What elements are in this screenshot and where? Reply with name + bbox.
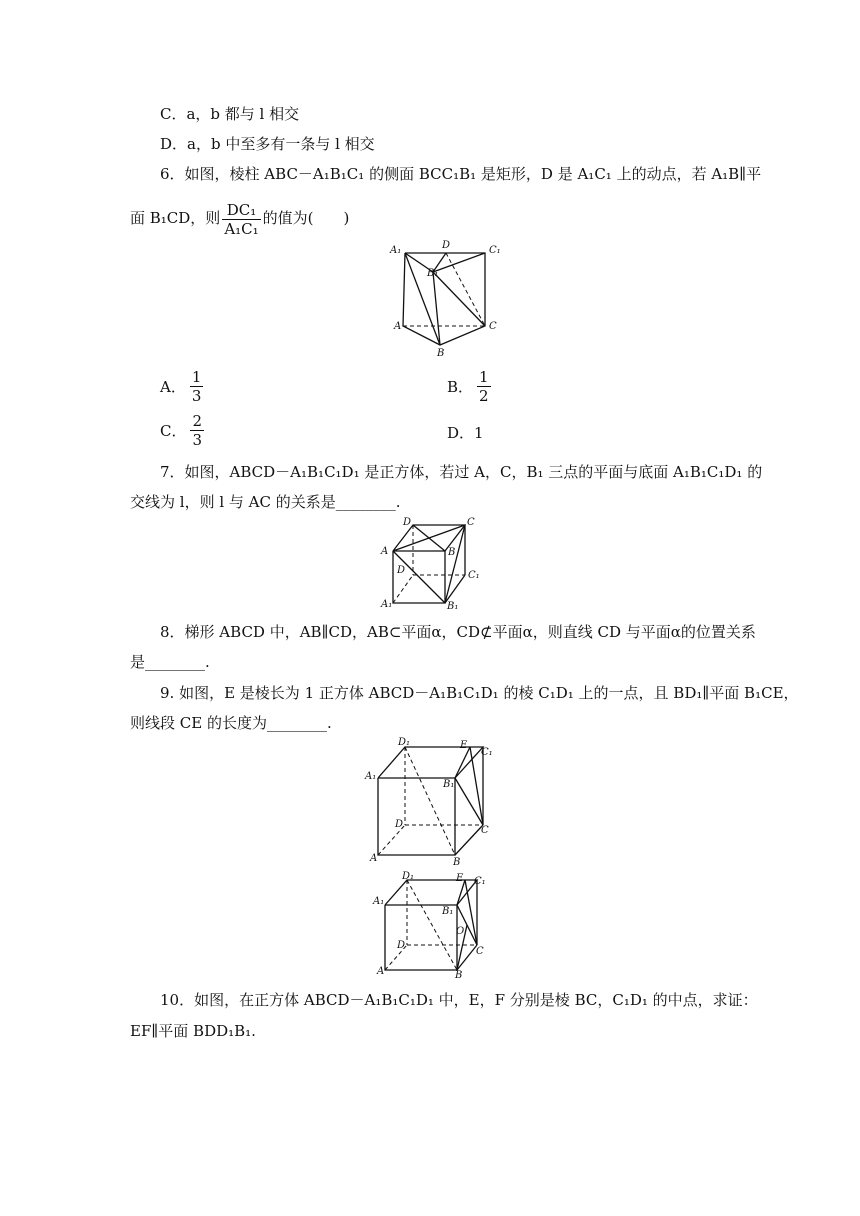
- q6-label-a1: A₁: [390, 245, 402, 256]
- q6-label-c1: C₁: [489, 245, 501, 256]
- q10-stem-line1: 10．如图，在正方体 ABCD－A₁B₁C₁D₁ 中，E，F 分别是棱 BC，C₁D₁ 的中点，求证：: [160, 991, 758, 1009]
- q5-option-c: C．a，b 都与 l 相交: [160, 105, 300, 123]
- q8-stem-line2: 是________.: [130, 653, 210, 671]
- q7-label-d: D: [403, 517, 412, 528]
- q6-option-c-letter: C．: [160, 422, 187, 440]
- q6-label-c: C: [489, 321, 497, 332]
- q6-option-a-den: 3: [191, 387, 202, 405]
- q6-option-c-den: 3: [192, 431, 203, 449]
- q9-fig1-label-d1: D₁: [398, 737, 411, 748]
- q9-fig2-label-e: E: [456, 873, 464, 884]
- q9-fig1-label-c: C: [481, 825, 489, 836]
- q7-label-d1: D: [397, 565, 406, 576]
- q6-label-d: D: [442, 240, 451, 251]
- q7-label-a: A: [381, 546, 389, 557]
- q9-fig2-label-c: C: [476, 946, 484, 957]
- q7-label-a1: A₁: [381, 599, 393, 610]
- q6-stem-suffix: 的值为( ): [262, 209, 350, 227]
- q9-cube-figure-2: [372, 870, 497, 982]
- q6-option-b-den: 2: [479, 387, 489, 405]
- q6-option-c: [160, 412, 206, 449]
- q6-option-d-letter: D．: [447, 424, 475, 442]
- q7-label-b1: B₁: [447, 601, 459, 612]
- q9-fig1-label-e: E: [460, 740, 468, 751]
- q9-fig2-label-c1: C₁: [474, 876, 486, 887]
- q9-fig2-label-b1: B₁: [442, 906, 454, 917]
- q6-option-c-frac: [190, 412, 204, 449]
- q6-label-b: B: [437, 348, 445, 359]
- q7-cube-figure: [375, 513, 490, 615]
- q6-label-a: A: [394, 321, 402, 332]
- q6-option-a-letter: A．: [160, 378, 186, 396]
- q9-fig2-label-a: A: [377, 966, 385, 977]
- q9-fig2-label-o: O: [456, 926, 465, 937]
- q9-fig2-label-d: D: [397, 940, 406, 951]
- q9-fig2-label-d1: D₁: [402, 871, 415, 882]
- q6-frac-num: DC₁: [222, 201, 260, 220]
- q6-option-b: [447, 368, 493, 405]
- q6-option-b-letter: B．: [447, 378, 474, 396]
- q6-option-d: [447, 422, 484, 443]
- q9-fig1-label-c1: C₁: [481, 747, 493, 758]
- q9-fig2-label-b: B: [455, 970, 463, 981]
- q6-stem-line1: 6．如图，棱柱 ABC－A₁B₁C₁ 的侧面 BCC₁B₁ 是矩形，D 是 A₁C₁ 上的动点，若 A₁B∥平: [160, 165, 762, 183]
- q6-prism-figure: [385, 235, 505, 360]
- q7-label-c1: C₁: [468, 570, 480, 581]
- q9-fig1-label-b: B: [453, 857, 461, 868]
- q9-fig1-label-b1: B₁: [443, 779, 455, 790]
- q6-fraction: [222, 201, 260, 238]
- q6-frac-den: A₁C₁: [224, 219, 259, 238]
- q6-option-a-frac: [190, 368, 204, 405]
- q6-option-a: [160, 368, 205, 405]
- q8-stem-line1: 8．梯形 ABCD 中，AB∥CD，AB⊂平面α，CD⊄平面α，则直线 CD 与平面α的位置关系: [160, 623, 756, 641]
- q6-stem-prefix: 面 B₁CD，则: [130, 209, 221, 227]
- q9-stem-line1: 9. 如图，E 是棱长为 1 正方体 ABCD－A₁B₁C₁D₁ 的棱 C₁D₁ 上的一点，且 BD₁∥平面 B₁CE，: [160, 684, 799, 702]
- q6-option-a-num: 1: [191, 368, 202, 386]
- q10-stem-line2: EF∥平面 BDD₁B₁.: [130, 1022, 256, 1040]
- q7-stem-line2: 交线为 l，则 l 与 AC 的关系是________.: [130, 493, 401, 511]
- q9-fig1-label-a: A: [370, 853, 378, 864]
- q6-option-b-num: 1: [479, 368, 489, 386]
- q6-option-b-frac: [477, 368, 491, 405]
- q6-label-b1: B₁: [427, 268, 439, 279]
- q7-stem-line1: 7．如图，ABCD－A₁B₁C₁D₁ 是正方体，若过 A，C，B₁ 三点的平面与底面 A₁B₁C₁D₁ 的: [160, 463, 763, 481]
- q5-option-d: D．a，b 中至多有一条与 l 相交: [160, 135, 375, 153]
- q9-fig2-label-a1: A₁: [373, 896, 385, 907]
- q9-stem-line2: 则线段 CE 的长度为________.: [130, 714, 332, 732]
- q9-cube-figure-1: [365, 735, 505, 867]
- q6-stem-line2: [130, 198, 349, 238]
- q9-fig1-label-d: D: [395, 819, 404, 830]
- q9-fig1-label-a1: A₁: [365, 771, 377, 782]
- q6-option-c-num: 2: [192, 412, 203, 430]
- q7-label-b: B: [448, 547, 456, 558]
- q6-option-d-value: 1: [474, 424, 484, 442]
- q7-label-c: C: [467, 517, 475, 528]
